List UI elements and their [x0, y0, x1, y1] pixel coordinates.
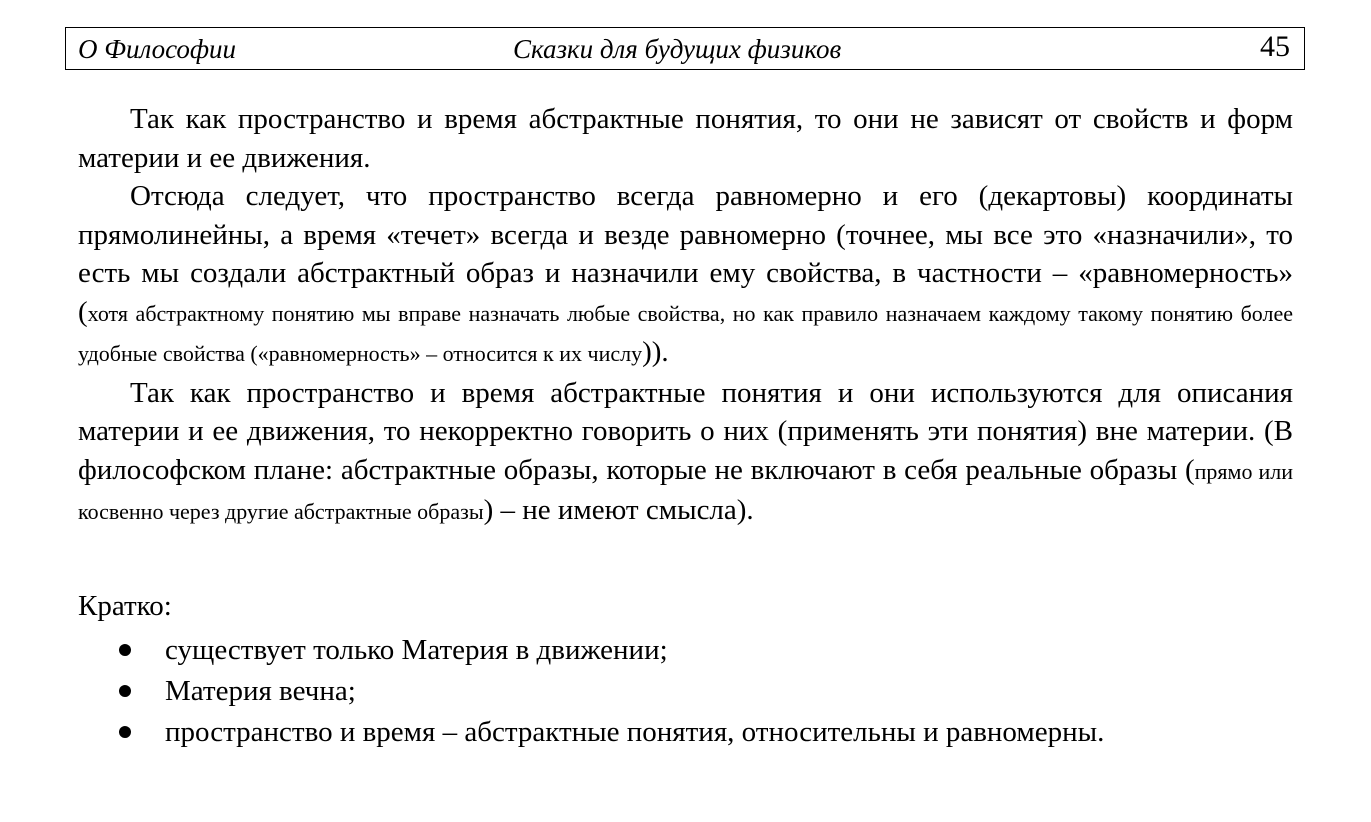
page-number: 45 — [1260, 30, 1290, 63]
paragraph-2 — [78, 177, 1293, 374]
paragraph-2-end: )). — [642, 336, 669, 368]
summary-item-text: пространство и время – абстрактные понятия, относительны и равномерны. — [165, 716, 1105, 748]
paragraph-3-main: Так как пространство и время абстрактные понятия и они используются для описания материи и ее движения, то некорректно говорить о них (применять эти понятия) вне материи. (В философском плане: абстрактные образы, которые не включают в себя реальные образы ( — [78, 376, 1293, 486]
header-book-title: Сказки для будущих физиков — [513, 34, 842, 64]
paragraph-3 — [78, 374, 1293, 532]
summary-item — [115, 671, 1104, 712]
paragraph-3-small: прямо или косвенно через другие абстрактные образы — [78, 458, 1293, 524]
summary-item-text: Материя вечна; — [165, 675, 356, 707]
summary-title: Кратко: — [78, 590, 172, 622]
bullet-icon — [119, 685, 131, 697]
bullet-icon — [119, 726, 131, 738]
summary-list — [115, 630, 1104, 753]
paragraph-1: Так как пространство и время абстрактные понятия, то они не зависят от свойств и форм материи и ее движения. — [78, 103, 1293, 174]
page-body — [78, 100, 1293, 532]
bullet-icon — [119, 644, 131, 656]
paragraph-3-end: ) – не имеют смысла). — [483, 494, 754, 526]
header-section-title: О Философии — [78, 34, 237, 64]
summary-item — [115, 712, 1104, 753]
paragraph-2-small: хотя абстрактному понятию мы вправе назначать любые свойства, но как правило назначаем каждому такому понятию более удобные свойства («равномерность» – относится к их числу — [78, 300, 1293, 366]
paragraph-2-main: Отсюда следует, что пространство всегда равномерно и его (декартовы) координаты прямолинейны, а время «течет» всегда и везде равномерно (точнее, мы все это «назначили», то есть мы создали абстрактный образ и назначили ему свойства, в частности – «равномерность» ( — [78, 180, 1293, 328]
summary-item — [115, 630, 1104, 671]
summary-item-text: существует только Материя в движении; — [165, 634, 668, 666]
page-header — [65, 27, 1305, 70]
